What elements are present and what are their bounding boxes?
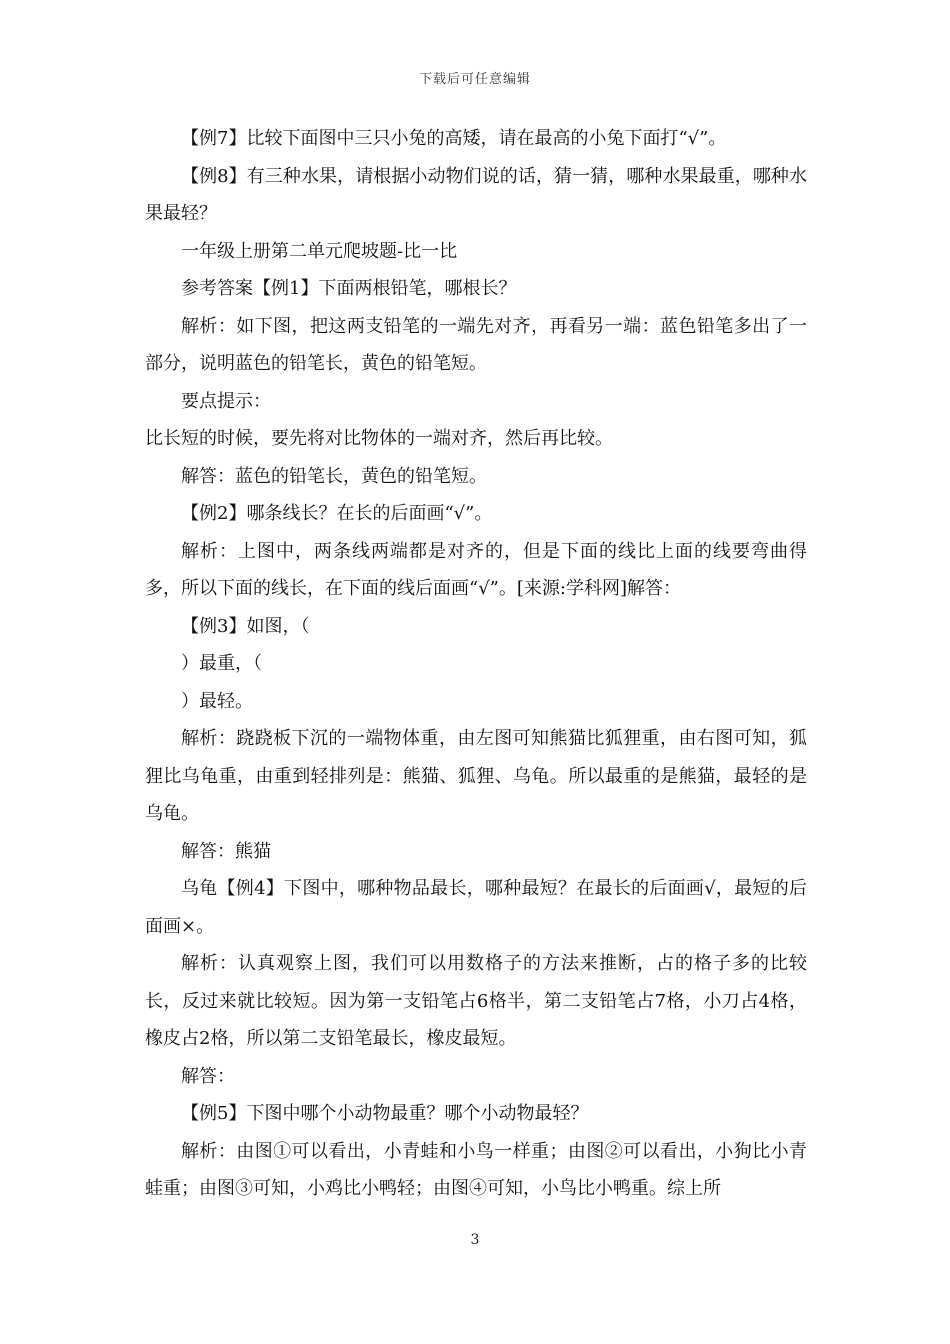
paragraph-section-title: 一年级上册第二单元爬坡题-比一比 (181, 240, 458, 262)
paragraph-example-4: 乌龟【例4】下图中，哪种物品最长，哪种最短？在最长的后面画√，最短的后面画×。 (145, 878, 807, 937)
paragraph-example-3-heaviest: ）最重，（ (181, 653, 262, 674)
paragraph-key-points-label: 要点提示： (181, 390, 271, 412)
paragraph-example-3: 【例3】如图，（ (181, 615, 310, 637)
paragraph-answer-4: 解答： (181, 1065, 235, 1087)
paragraph-answer-example-1: 参考答案【例1】下面两根铅笔，哪根长？ (181, 278, 517, 299)
document-body (145, 120, 807, 1208)
paragraph-example-5: 【例5】下图中哪个小动物最重？哪个小动物最轻？ (181, 1103, 589, 1124)
paragraph-answer-3: 解答：熊猫 (181, 840, 271, 862)
paragraph-example-7: 【例7】比较下面图中三只小兔的高矮，请在最高的小兔下面打“√”。 (181, 128, 727, 149)
paragraph-answer-1: 解答：蓝色的铅笔长，黄色的铅笔短。 (181, 465, 487, 487)
page-number: 3 (470, 1232, 480, 1248)
paragraph-analysis-4: 解析：认真观察上图，我们可以用数格子的方法来推断，占的格子多的比较长，反过来就比较短。因为第一支铅笔占6格半，第二支铅笔占7格，小刀占4格，橡皮占2格，所以第二支铅笔最长，橡皮最短。 (145, 953, 807, 1049)
paragraph-analysis-5: 解析：由图①可以看出，小青蛙和小鸟一样重；由图②可以看出，小狗比小青蛙重；由图③可知，小鸡比小鸭轻；由图④可知，小鸟比小鸭重。综上所 (145, 1140, 807, 1199)
paragraph-example-8: 【例8】有三种水果，请根据小动物们说的话，猜一猜，哪种水果最重，哪种水果最轻？ (145, 165, 807, 224)
paragraph-key-points: 比长短的时候，要先将对比物体的一端对齐，然后再比较。 (145, 428, 613, 449)
paragraph-analysis-1: 解析：如下图，把这两支铅笔的一端先对齐，再看另一端：蓝色铅笔多出了一部分，说明蓝色的铅笔长，黄色的铅笔短。 (145, 315, 807, 374)
paragraph-analysis-2: 解析：上图中，两条线两端都是对齐的，但是下面的线比上面的线要弯曲得多，所以下面的线长，在下面的线后面画“√”。[来源:学科网]解答： (145, 540, 807, 599)
paragraph-analysis-3: 解析：跷跷板下沉的一端物体重，由左图可知熊猫比狐狸重，由右图可知，狐狸比乌龟重，由重到轻排列是：熊猫、狐狸、乌龟。所以最重的是熊猫，最轻的是乌龟。 (145, 728, 807, 824)
paragraph-example-3-lightest: ）最轻。 (181, 690, 253, 712)
paragraph-example-2: 【例2】哪条线长？在长的后面画“√”。 (181, 503, 493, 524)
page-header: 下载后可任意编辑 (418, 72, 531, 87)
